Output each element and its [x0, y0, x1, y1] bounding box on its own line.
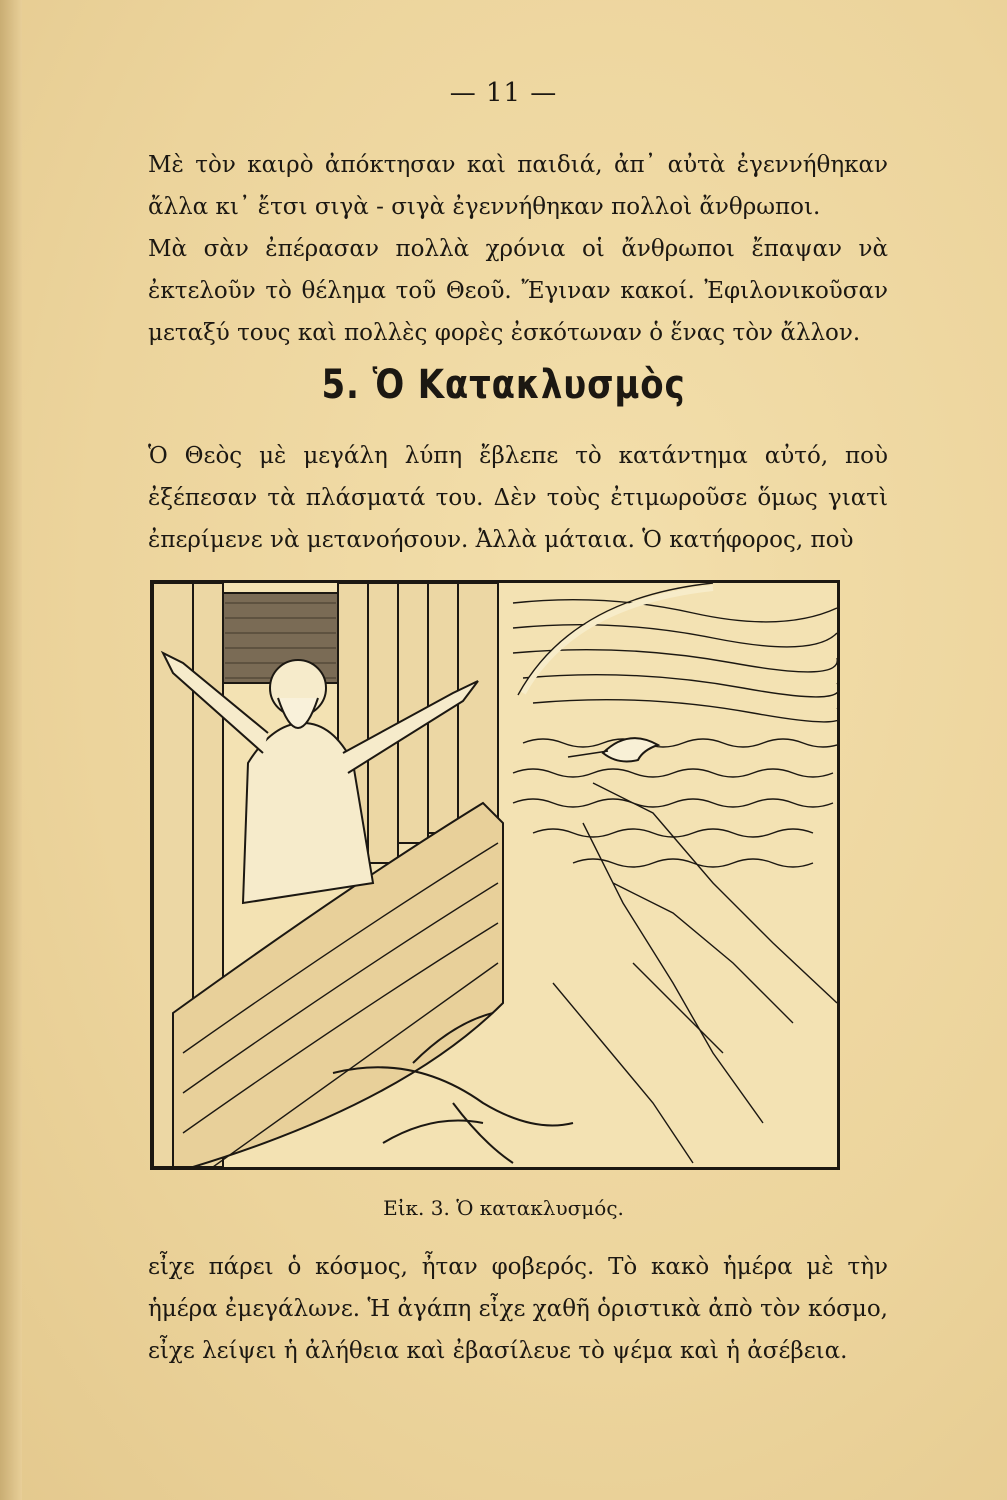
paragraph-wickedness: Μὰ σὰν ἐπέρασαν πολλὰ χρόνια οἱ ἄνθρωποι ἔπαψαν νὰ ἐκτελοῦν τὸ θέλημα τοῦ Θεοῦ. Ἔγιναν κακοί. Ἐφιλονικοῦσαν μεταξύ τους καὶ πολλὲς φορὲς ἐσκότωναν ὁ ἕνας τὸν ἄλλον. [148, 236, 888, 346]
paragraph-world-evil: εἶχε πάρει ὁ κόσμος, ἦταν φοβερός. Τὸ κακὸ ἡμέρα μὲ τὴν ἡμέρα ἐμεγάλωνε. Ἡ ἀγάπη εἶχε χαθῆ ὁριστικὰ ἀπὸ τὸν κόσμο, εἶχε λείψει ἡ ἀλήθεια καὶ ἐβασίλευε τὸ ψέμα καὶ ἡ ἀσέβεια. [148, 1254, 888, 1364]
page-binding-edge [0, 0, 22, 1500]
paragraph-god-sorrow: Ὁ Θεὸς μὲ μεγάλη λύπη ἔβλεπε τὸ κατάντημα αὐτό, ποὺ ἐξέπεσαν τὰ πλάσματά του. Δὲν τοὺς ἐτιμωροῦσε ὅμως γιατὶ ἐπερίμενε νὰ μετανοήσουν. Ἀλλὰ μάταια. Ὁ κατήφορος, ποὺ [148, 443, 888, 553]
paragraph-intro: Μὲ τὸν καιρὸ ἀπόκτησαν καὶ παιδιά, ἀπ᾽ αὐτὰ ἐγεννήθηκαν ἄλλα κι᾽ ἔτσι σιγὰ - σιγὰ ἐγεννήθηκαν πολλοὶ ἄνθρωποι. [148, 152, 888, 220]
noah-ark-engraving [153, 583, 837, 1167]
page-number: — 11 — [449, 78, 558, 108]
section-heading: 5. Ὁ Κατακλυσμὸς [321, 362, 686, 408]
figure-caption: Εἰκ. 3. Ὁ κατακλυσμός. [383, 1196, 624, 1220]
flood-illustration [150, 580, 840, 1170]
